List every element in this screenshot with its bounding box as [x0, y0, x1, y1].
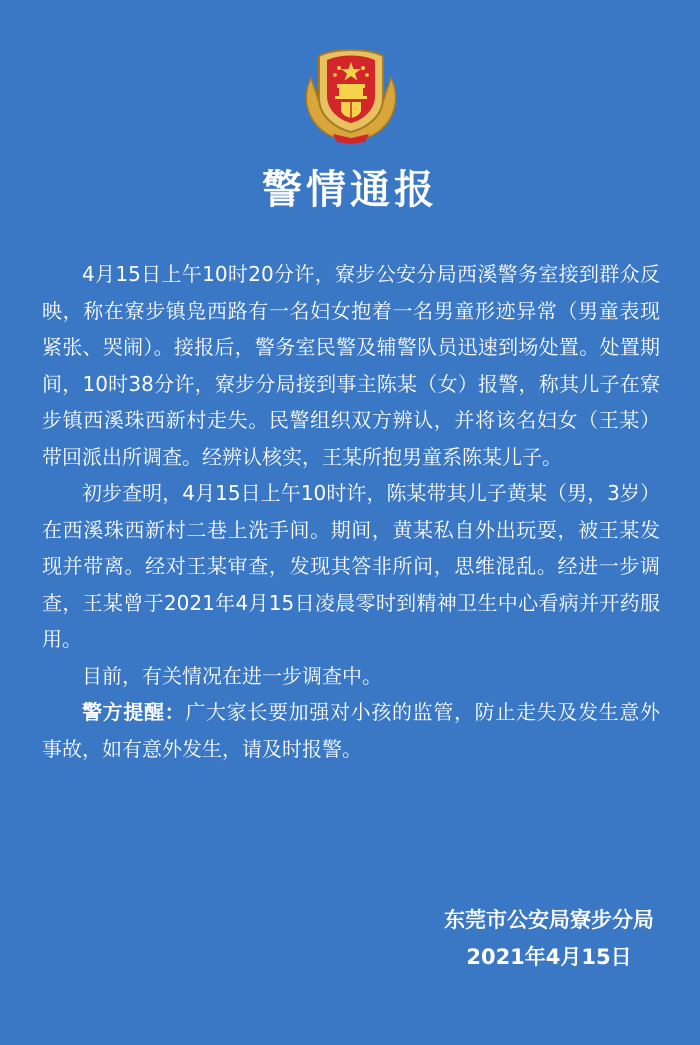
reminder-text: 广大家长要加强对小孩的监管，防止走失及发生意外事故，如有意外发生，请及时报警。	[42, 700, 661, 761]
police-badge-icon	[301, 38, 401, 144]
reminder-label: 警方提醒：	[82, 700, 186, 724]
paragraph-reminder	[42, 694, 660, 767]
paragraph-status: 目前，有关情况在进一步调查中。	[82, 663, 382, 688]
issuing-organization: 东莞市公安局寮步分局	[444, 908, 654, 932]
page-title: 警情通报	[262, 167, 438, 213]
notice-body	[42, 256, 660, 767]
signature-block	[444, 902, 654, 976]
issue-date: 2021年4月15日	[466, 945, 632, 969]
paragraph-incident: 4月15日上午10时20分许，寮步公安分局西溪警务室接到群众反映，称在寮步镇凫西路有一名妇女抱着一名男童形迹异常（男童表现紧张、哭闹）。接报后，警务室民警及辅警队员迅速到场处置。处置期间，10时38分许，寮步分局接到事主陈某（女）报警，称其儿子在寮步镇西溪珠西新村走失。民警组织双方辨认，并将该名妇女（王某）带回派出所调查。经辨认核实，王某所抱男童系陈某儿子。	[42, 262, 660, 469]
paragraph-investigation: 初步查明，4月15日上午10时许，陈某带其儿子黄某（男，3岁）在西溪珠西新村二巷上洗手间。期间，黄某私自外出玩耍，被王某发现并带离。经对王某审查，发现其答非所问，思维混乱。经进一步调查，王某曾于2021年4月15日凌晨零时到精神卫生中心看病并开药服用。	[42, 481, 660, 651]
